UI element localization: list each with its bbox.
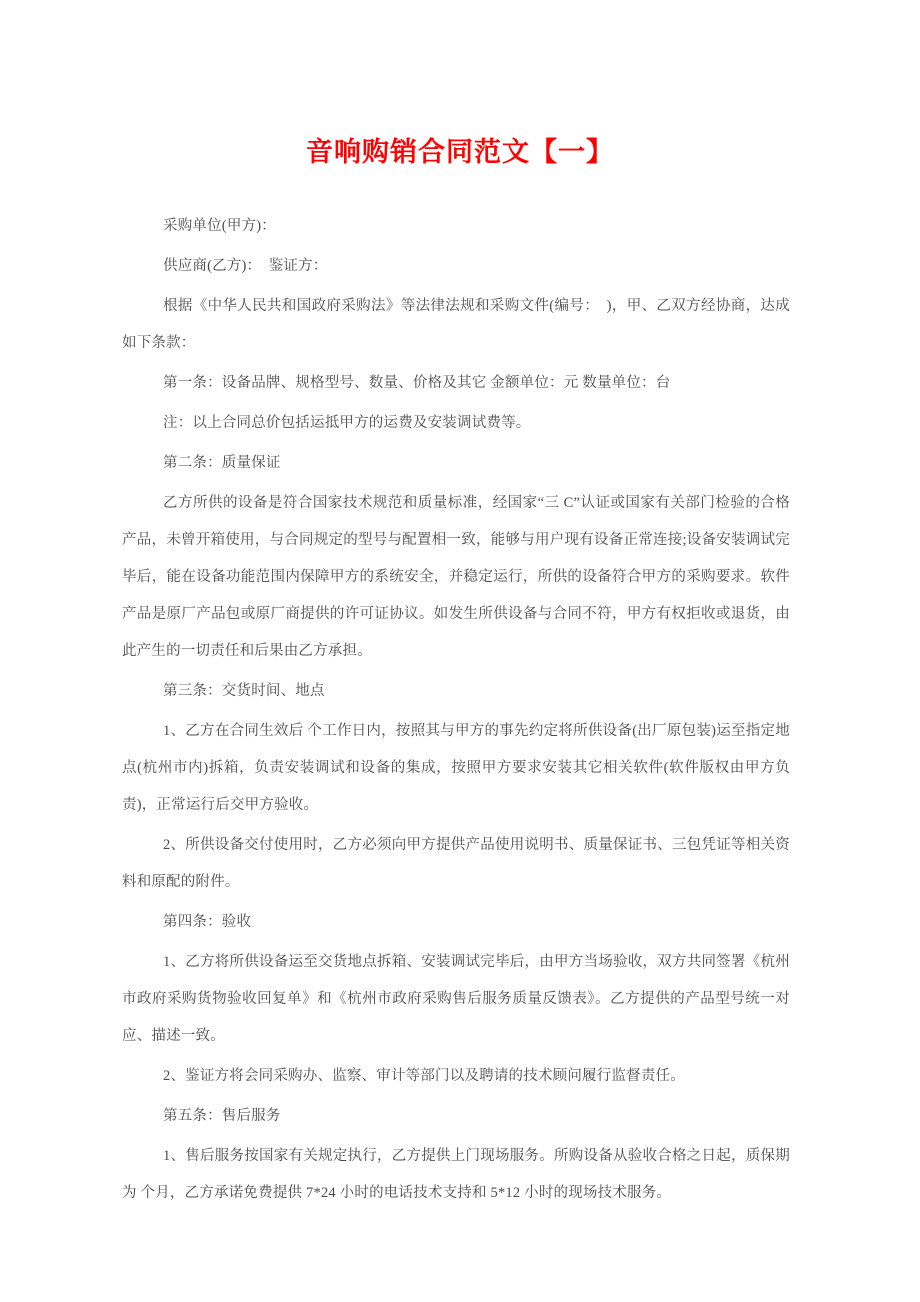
- clause-5-item-1: 1、售后服务按国家有关规定执行，乙方提供上门现场服务。所购设备从验收合格之日起，质保期为 个月，乙方承诺免费提供 7*24 小时的电话技术支持和 5*12 小时的现场技术服务。: [122, 1148, 790, 1201]
- preamble: 根据《中华人民共和国政府采购法》等法律法规和采购文件(编号： )，甲、乙双方经协商，达成如下条款：: [122, 298, 790, 351]
- document-body: [122, 208, 790, 1212]
- clause-4-item-1: 1、乙方将所供设备运至交货地点拆箱、安装调试完毕后，由甲方当场验收，双方共同签署《杭州市政府采购货物验收回复单》和《杭州市政府采购售后服务质量反馈表》。乙方提供的产品型号统一对应、描述一致。: [122, 954, 790, 1044]
- clause-2-body: 乙方所供的设备是符合国家技术规范和质量标准，经国家“三 C”认证或国家有关部门检验的合格产品，未曾开箱使用，与合同规定的型号与配置相一致，能够与用户现有设备正常连接;设备安装调试完毕后，能在设备功能范围内保障甲方的系统安全，并稳定运行，所供的设备符合甲方的采购要求。软件产品是原厂产品包或原厂商提供的许可证协议。如发生所供设备与合同不符，甲方有权拒收或退货，由此产生的一切责任和后果由乙方承担。: [122, 495, 790, 659]
- clause-3-heading: 第三条：交货时间、地点: [163, 683, 325, 699]
- clause-1-heading: 第一条：设备品牌、规格型号、数量、价格及其它 金额单位：元 数量单位：台: [163, 375, 671, 391]
- document-title: 音响购销合同范文【一】: [306, 137, 614, 167]
- clause-5-heading: 第五条：售后服务: [163, 1108, 281, 1124]
- clause-2-heading: 第二条：质量保证: [163, 455, 281, 471]
- clause-4-heading: 第四条：验收: [163, 914, 252, 930]
- clause-3-item-1: 1、乙方在合同生效后 个工作日内，按照其与甲方的事先约定将所供设备(出厂原包装)运至指定地点(杭州市内)拆箱，负责安装调试和设备的集成，按照甲方要求安装其它相关软件(软件版权由甲方负责)，正常运行后交甲方验收。: [122, 723, 790, 813]
- clause-3-item-2: 2、所供设备交付使用时，乙方必须向甲方提供产品使用说明书、质量保证书、三包凭证等相关资料和原配的附件。: [122, 837, 790, 890]
- supplier-witness-line: 供应商(乙方)： 鉴证方：: [163, 258, 328, 274]
- purchaser-line: 采购单位(甲方)：: [163, 218, 276, 234]
- clause-1-note: 注：以上合同总价包括运抵甲方的运费及安装调试费等。: [163, 415, 531, 431]
- clause-4-item-2: 2、鉴证方将会同采购办、监察、审计等部门以及聘请的技术顾问履行监督责任。: [163, 1068, 685, 1084]
